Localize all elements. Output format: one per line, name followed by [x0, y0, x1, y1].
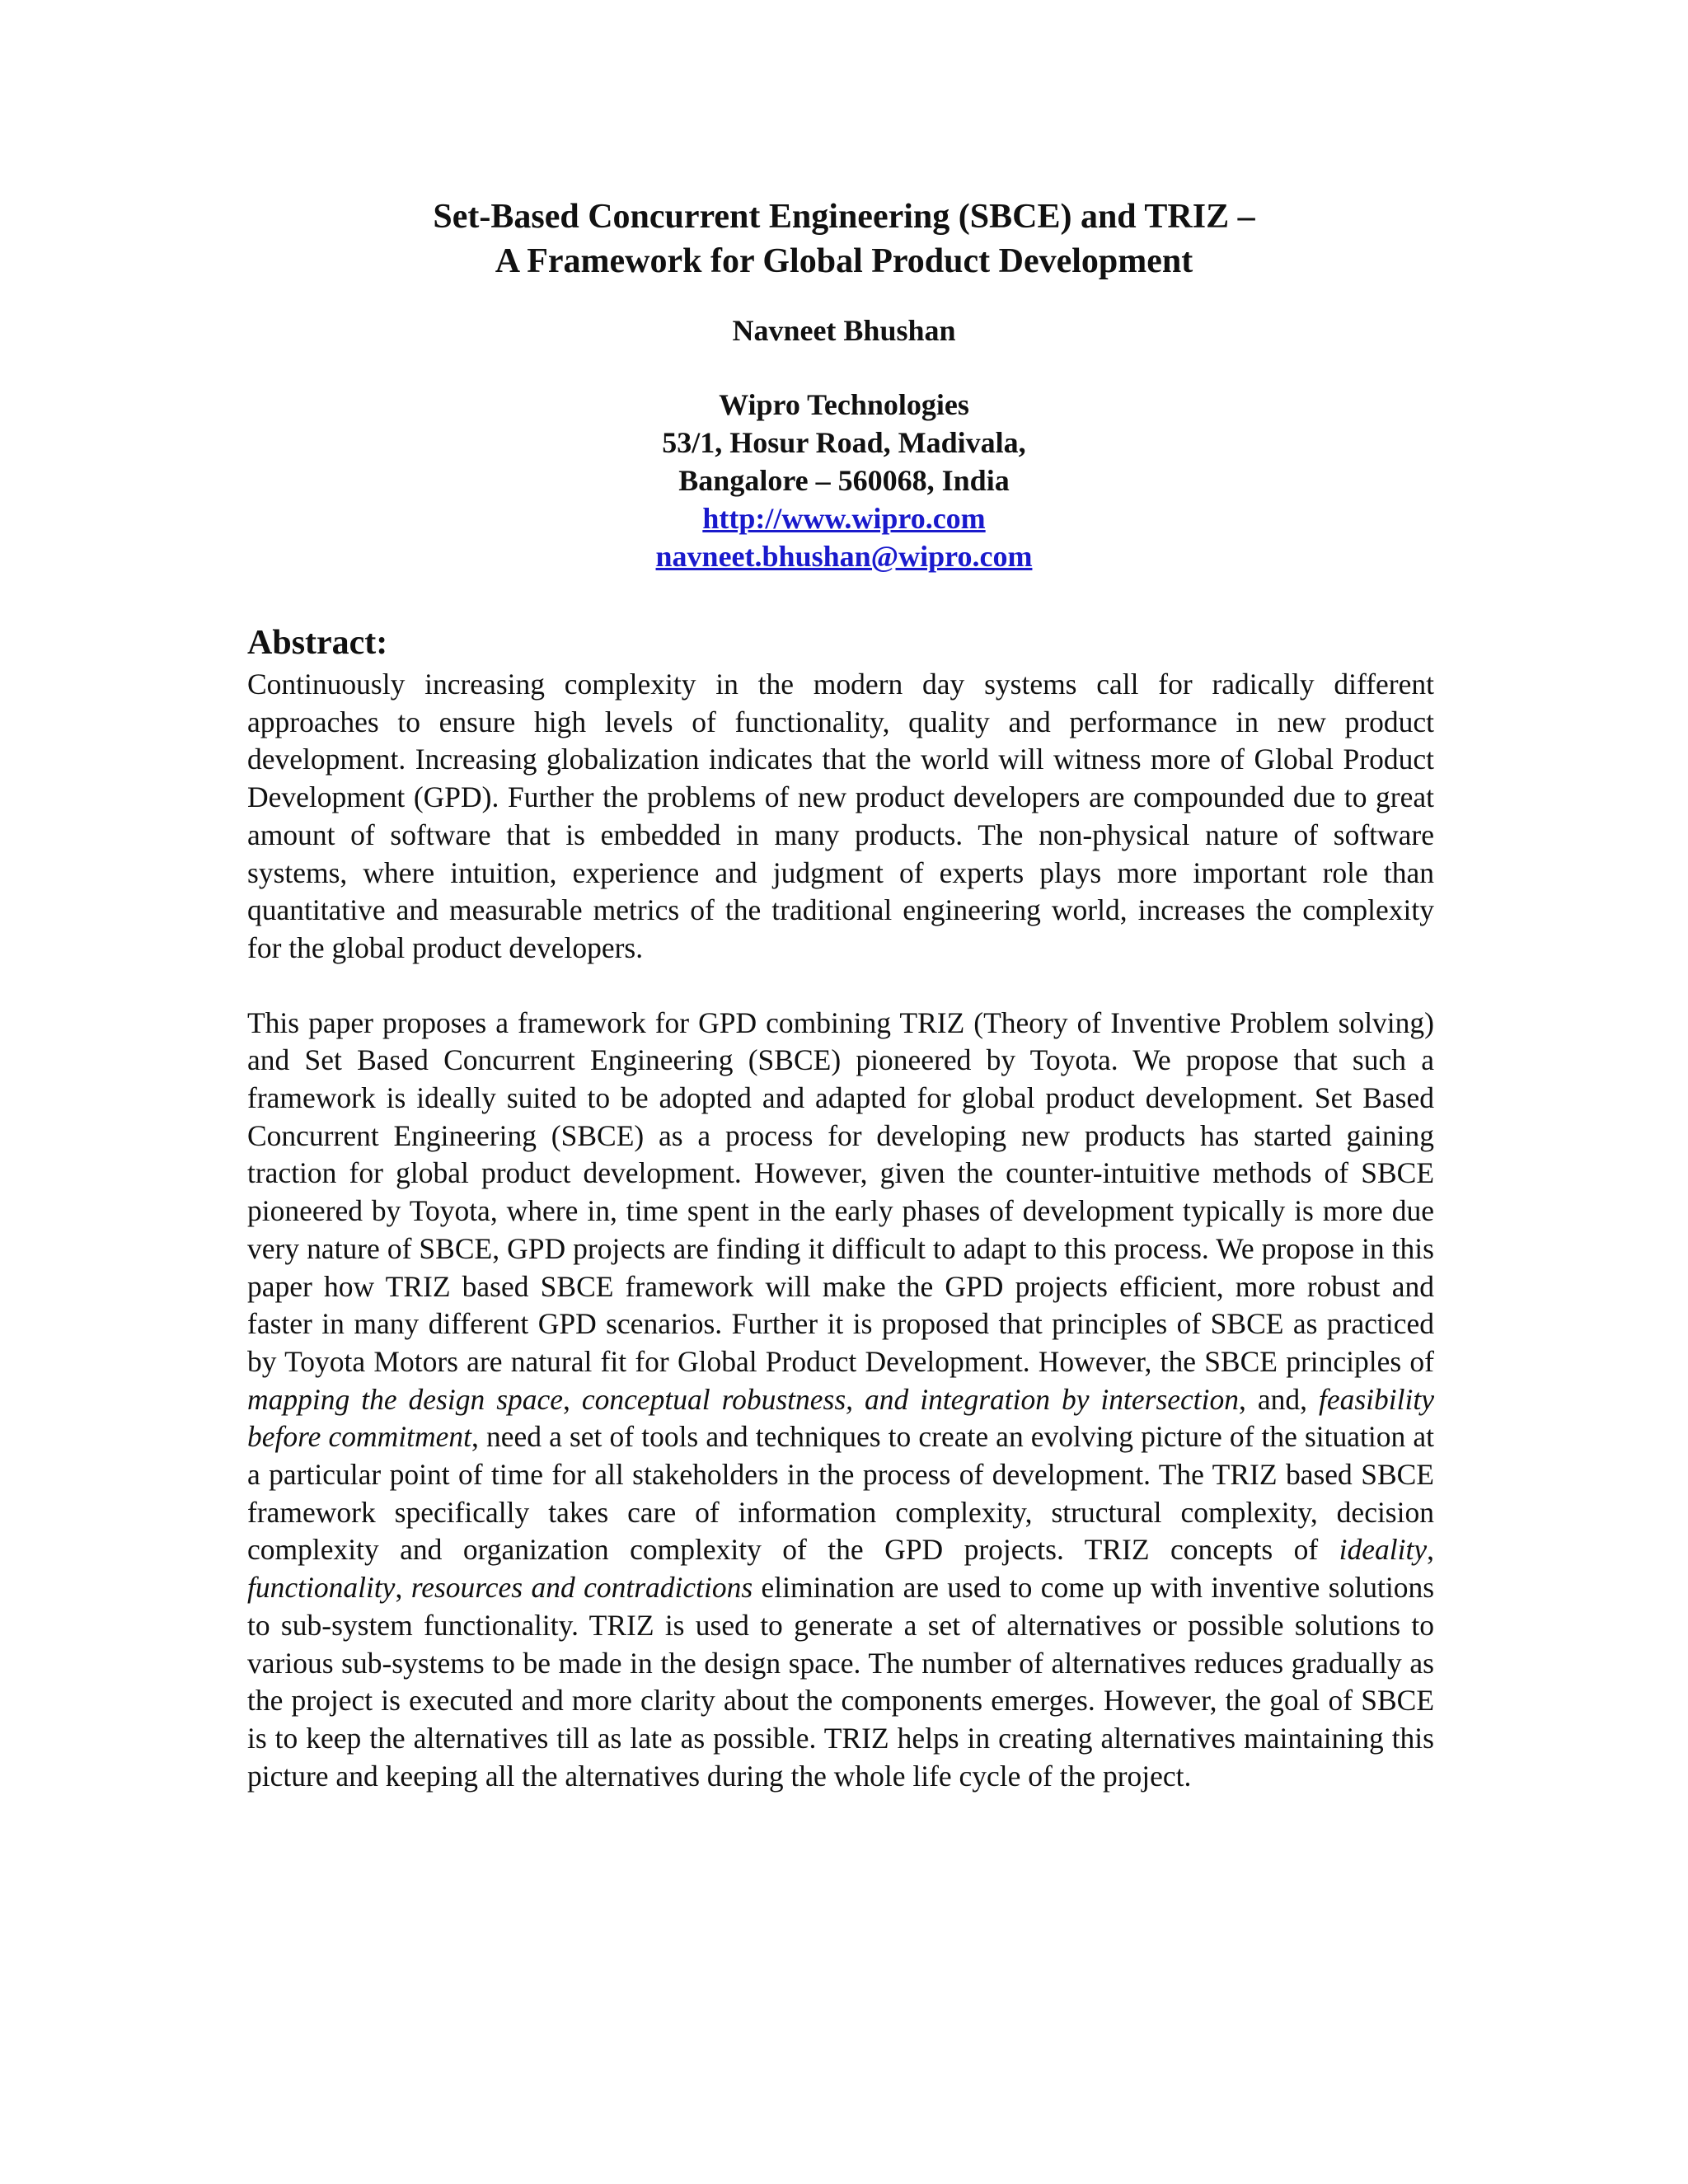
affiliation-org: Wipro Technologies — [719, 388, 969, 421]
emphasis-text: conceptual robustness, and integration by intersection — [581, 1382, 1240, 1416]
paragraph-text: , — [563, 1382, 582, 1416]
affiliation-address-line-1: 53/1, Hosur Road, Madivala, — [662, 426, 1026, 459]
email-link[interactable]: navneet.bhushan@wipro.com — [655, 540, 1033, 573]
title-line-2: A Framework for Global Product Development — [495, 242, 1193, 280]
emphasis-text: functionality — [247, 1571, 396, 1605]
paragraph-text: , and, — [1239, 1382, 1319, 1416]
abstract-paragraph-2 — [247, 1005, 1434, 1796]
affiliation — [0, 386, 1688, 575]
emphasis-text: resources and contradictions — [410, 1571, 753, 1605]
paper-title — [0, 194, 1688, 284]
paragraph-text: This paper proposes a framework for GPD combining TRIZ (Theory of Inventive Problem solving) and Set Based Concurrent Engineering (SBCE) pioneered by Toyota. We propose that such a framework is ideally suited to be adopted and adapted for global product development. Set Based Concurrent Engineering (SBCE) as a process for developing new products has started gaining traction for global product development. However, given the counter-intuitive methods of SBCE pioneered by Toyota, where in, time spent in the early phases of development typically is more due very nature of SBCE, GPD projects are finding it difficult to adapt to this process. We propose in this paper how TRIZ based SBCE framework will make the GPD projects efficient, more robust and faster in many different GPD scenarios. Further it is proposed that principles of SBCE as practiced by Toyota Motors are natural fit for Global Product Development. However, the SBCE principles of — [247, 1005, 1434, 1378]
author-name: Navneet Bhushan — [732, 314, 956, 347]
abstract-heading: Abstract: — [247, 624, 388, 662]
paragraph-text: , — [395, 1571, 411, 1605]
paragraph-text: , need a set of tools and techniques to create an evolving picture of the situation at a particular point of time for all stakeholders in the process of development. The TRIZ based SBCE framework specifically takes care of information complexity, structural complexity, decision complexity and organization complexity of the GPD projects. TRIZ concepts of — [247, 1420, 1434, 1567]
abstract-paragraph-1: Continuously increasing complexity in the modern day systems call for radically different approaches to ensure high levels of functionality, quality and performance in new product development. Increasing globalization indicates that the world will witness more of Global Product Development (GPD). Further the problems of new product developers are compounded due to great amount of software that is embedded in many products. The non-physical nature of software systems, where intuition, experience and judgment of experts plays more important role than quantitative and measurable metrics of the traditional engineering world, increases the complexity for the global product developers. — [247, 668, 1434, 964]
website-link[interactable]: http://www.wipro.com — [702, 502, 986, 535]
paragraph-text: elimination are used to come up with inventive solutions to sub-system functionality. TRIZ is used to generate a set of alternatives or possible solutions to various sub-systems to be made in the design space. The number of alternatives reduces gradually as the project is executed and more clarity about the components emerges. However, the goal of SBCE is to keep the alternatives till as late as possible. TRIZ helps in creating alternatives maintaining this picture and keeping all the alternatives during the whole life cycle of the project. — [247, 1571, 1435, 1793]
emphasis-text: mapping the design space — [247, 1382, 564, 1416]
emphasis-text: ideality — [1339, 1533, 1428, 1567]
paragraph-text: , — [1427, 1533, 1434, 1567]
title-block — [0, 194, 1688, 575]
abstract-section — [247, 620, 1434, 1795]
emphasis-text: feasibility before commitment — [247, 1382, 1434, 1454]
affiliation-address-line-2: Bangalore – 560068, India — [678, 464, 1010, 497]
title-line-1: Set-Based Concurrent Engineering (SBCE) and TRIZ – — [433, 198, 1255, 236]
